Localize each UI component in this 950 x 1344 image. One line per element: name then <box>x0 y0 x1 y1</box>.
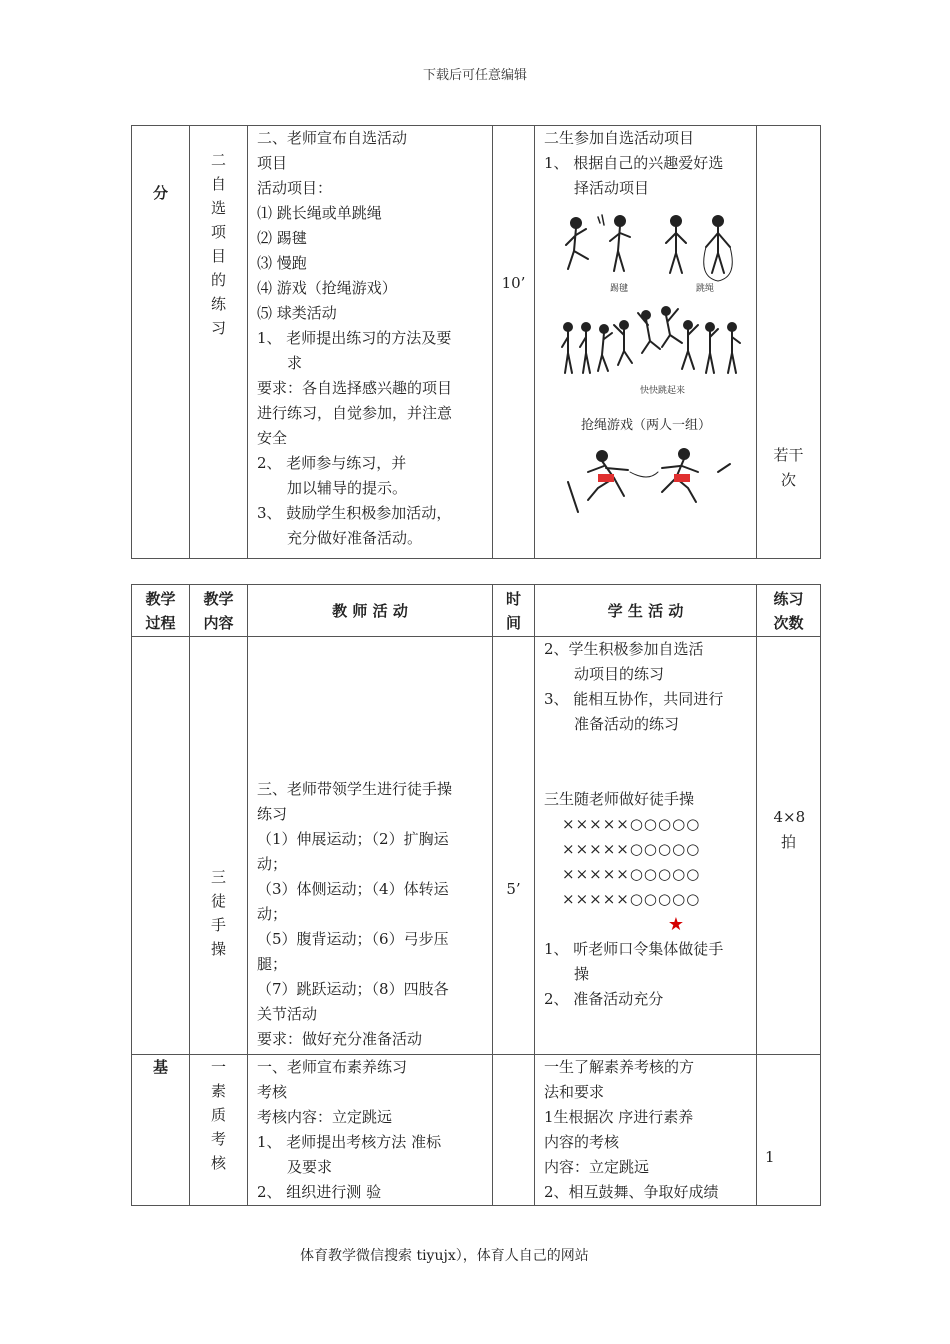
text-line: 项目 <box>257 154 288 172</box>
text-line: 关节活动 <box>257 1005 318 1023</box>
student-item-1: 1、 根据自己的兴趣爱好选 <box>544 154 724 172</box>
text-line: 一、老师宣布素养练习 <box>257 1058 408 1076</box>
text-line: 二、老师宣布自选活动 <box>257 129 408 147</box>
footer-note: 体育教学微信搜索 tiyujx），体育人自己的网站 <box>300 1248 589 1264</box>
text-line: 2、相互鼓舞、争取好成绩 <box>544 1183 719 1201</box>
text-line: 要求：各自选择感兴趣的项目 <box>257 379 453 397</box>
header-stage: 教学过程 <box>132 585 190 637</box>
text-line: 准备活动的练习 <box>574 715 680 733</box>
vertical-char: 质 <box>210 1106 226 1124</box>
text-line: ⑵ 踢毽 <box>257 229 307 247</box>
row2-content-cell <box>190 1055 248 1206</box>
stage-cell <box>132 126 190 559</box>
vertical-char: 操 <box>210 940 226 958</box>
text-line: ⑸ 球类活动 <box>257 304 337 322</box>
formation-row: ×××××○○○○○ <box>562 815 701 833</box>
row2-reps-value: 1 <box>765 1148 775 1166</box>
grab-rope-game-illustration <box>558 442 738 514</box>
vertical-char: 选 <box>210 199 226 217</box>
vertical-char: 练 <box>210 295 226 313</box>
text-line: 3、 鼓励学生积极参加活动， <box>257 504 452 522</box>
fig3-caption: 抢绳游戏（两人一组） <box>580 418 711 433</box>
text-line: 3、 能相互协作，共同进行 <box>544 690 724 708</box>
text-line: 内容：立定跳远 <box>544 1158 650 1176</box>
text-line: 求 <box>287 354 303 372</box>
teacher-star-icon: ★ <box>667 914 685 935</box>
text-line: 要求：做好充分准备活动 <box>257 1030 423 1048</box>
row1-student-b-title: 三生随老师做好徒手操 <box>544 790 695 808</box>
formation-row: ×××××○○○○○ <box>562 840 701 858</box>
formation-row: ×××××○○○○○ <box>562 865 701 883</box>
formation-grid <box>544 812 748 912</box>
text-line: 1、 老师提出练习的方法及要 <box>257 329 452 347</box>
header-reps: 练习次数 <box>757 585 821 637</box>
text-line: 考核 <box>257 1083 288 1101</box>
text-line: （7）跳跃运动；（8）四肢各 <box>257 980 449 998</box>
row1-reps-value: 4×8拍 <box>773 808 806 851</box>
header-content: 教学内容 <box>190 585 248 637</box>
row1-student-a <box>544 637 748 737</box>
lesson-table-part1 <box>131 125 821 559</box>
text-line: 三、老师带领学生进行徒手操 <box>257 780 453 798</box>
row1-student-cell <box>535 637 757 1055</box>
text-line: 练习 <box>257 805 288 823</box>
row2-content-vertical-text <box>210 1055 228 1175</box>
row1-content-cell <box>190 637 248 1055</box>
student-item-1b: 择活动项目 <box>574 179 650 197</box>
fig1-label-kick: 踢毽 <box>610 284 629 294</box>
text-line: 活动项目： <box>257 179 333 197</box>
content-cell <box>190 126 248 559</box>
text-line: 动项目的练习 <box>574 665 665 683</box>
text-line: （1）伸展运动；（2）扩胸运 <box>257 830 449 848</box>
student-activity-cell <box>535 126 757 559</box>
row1-time-value: 5’ <box>506 880 521 898</box>
row2-teacher-cell <box>248 1055 493 1206</box>
vertical-char: 目 <box>210 247 226 265</box>
row2-time-cell <box>493 1055 535 1206</box>
text-line: ⑴ 跳长绳或单跳绳 <box>257 204 382 222</box>
text-line: （3）体侧运动；（4）体转运 <box>257 880 449 898</box>
fig2-label: 快快跳起来 <box>640 386 686 396</box>
text-line: 1、 听老师口令集体做徒手 <box>544 940 724 958</box>
reps-value: 若干次 <box>773 446 804 489</box>
text-line: 考核内容：立定跳远 <box>257 1108 393 1126</box>
row1-content-vertical-text <box>210 637 228 961</box>
text-line: 进行练习，自觉参加，并注意 <box>257 404 453 422</box>
reps-cell <box>757 126 821 559</box>
vertical-char: 的 <box>210 271 226 289</box>
time-value: 10’ <box>501 274 526 292</box>
text-line: 内容的考核 <box>544 1133 620 1151</box>
row1-teacher-cell <box>248 637 493 1055</box>
kick-shuttlecock-jump-rope-illustration <box>558 207 748 297</box>
text-line: ⑶ 慢跑 <box>257 254 307 272</box>
formation-row: ×××××○○○○○ <box>562 890 701 908</box>
header-student: 学 生 活 动 <box>535 585 757 637</box>
text-line: 一生了解素养考核的方 <box>544 1058 695 1076</box>
row2-stage-label: 基 <box>152 1058 168 1076</box>
stage-label: 分 <box>152 184 168 202</box>
vertical-char: 二 <box>210 151 226 169</box>
text-line: 及要求 <box>287 1158 333 1176</box>
student-title: 二生参加自选活动项目 <box>544 129 695 147</box>
lesson-table-part2 <box>131 584 821 1206</box>
text-line: 2、 老师参与练习，并 <box>257 454 407 472</box>
row2-stage-cell <box>132 1055 190 1206</box>
vertical-char: 习 <box>210 319 226 337</box>
text-line: 动； <box>257 905 288 923</box>
text-line: 加以辅导的提示。 <box>287 479 408 497</box>
row2-student-cell <box>535 1055 757 1206</box>
row1-teacher-text <box>257 637 484 1052</box>
text-line: 1生根据次 序进行素养 <box>544 1108 694 1126</box>
content-vertical-text <box>210 126 228 340</box>
row2-teacher-text <box>257 1055 484 1205</box>
vertical-char: 三 <box>210 868 226 886</box>
jumping-sequence-illustration <box>558 303 748 399</box>
text-line: （5）腹背运动；（6）弓步压 <box>257 930 449 948</box>
vertical-char: 素 <box>210 1082 226 1100</box>
vertical-char: 项 <box>210 223 226 241</box>
text-line: 腿； <box>257 955 288 973</box>
vertical-char: 自 <box>210 175 226 193</box>
vertical-char: 考 <box>210 1130 226 1148</box>
text-line: ⑷ 游戏（抢绳游戏） <box>257 279 397 297</box>
fig1-label-rope: 跳绳 <box>696 284 715 294</box>
text-line: 充分做好准备活动。 <box>287 529 423 547</box>
text-line: 法和要求 <box>544 1083 605 1101</box>
time-cell <box>493 126 535 559</box>
text-line: 操 <box>574 965 590 983</box>
vertical-char: 核 <box>210 1154 226 1172</box>
row1-stage-cell <box>132 637 190 1055</box>
teacher-activity-text <box>257 126 484 551</box>
vertical-char: 手 <box>210 916 226 934</box>
vertical-char: 一 <box>210 1058 226 1076</box>
row1-reps-cell <box>757 637 821 1055</box>
text-line: 安全 <box>257 429 288 447</box>
row1-time-cell <box>493 637 535 1055</box>
row2-student-text <box>544 1055 748 1205</box>
header-time: 时间 <box>493 585 535 637</box>
teacher-activity-cell <box>248 126 493 559</box>
header-teacher: 教 师 活 动 <box>248 585 493 637</box>
row2-reps-cell <box>757 1055 821 1206</box>
text-line: 2、 组织进行测 验 <box>257 1183 382 1201</box>
text-line: 1、 老师提出考核方法 准标 <box>257 1133 442 1151</box>
text-line: 2、 准备活动充分 <box>544 990 664 1008</box>
text-line: 2、学生积极参加自选活 <box>544 640 704 658</box>
header-note: 下载后可任意编辑 <box>422 68 527 83</box>
vertical-char: 徒 <box>210 892 226 910</box>
row1-student-c <box>544 937 748 1012</box>
text-line: 动； <box>257 855 288 873</box>
